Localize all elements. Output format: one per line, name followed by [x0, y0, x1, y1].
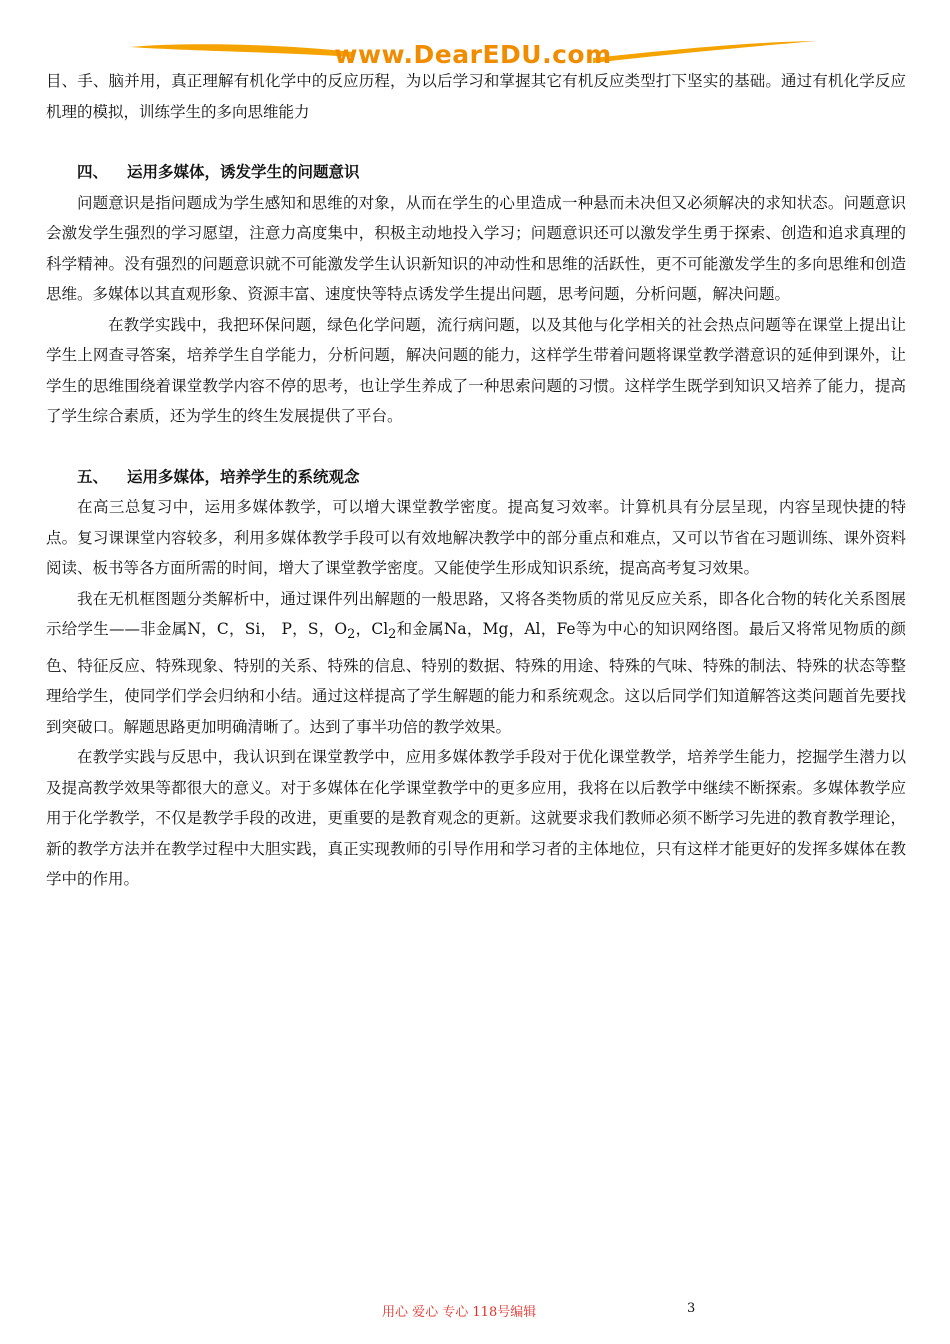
section-title: 运用多媒体，诱发学生的问题意识	[127, 162, 360, 181]
subscript: 2	[347, 627, 356, 643]
paragraph: 问题意识是指问题成为学生感知和思维的对象，从而在学生的心里造成一种悬而未决但又必须解决的求知状态。问题意识会激发学生强烈的学习愿望，注意力高度集中，积极主动地投入学习；问题意识还可以激发学生勇于探索、创造和追求真理的科学精神。没有强烈的问题意识就不可能激发学生认识新知识的冲动性和思维的活跃性，更不可能激发学生的多向思维和创造思维。多媒体以其直观形象、资源丰富、速度快等特点诱发学生提出问题，思考问题，分析问题，解决问题。	[46, 193, 906, 303]
site-logo-text[interactable]: www.DearEDU.com	[334, 40, 612, 69]
paragraph-text: 和金属Na，Mg，Al，Fe等为中心的知识网络图。最后又将常见物质的颜色、特征反应、特殊现象、特别的关系、特殊的信息、特别的数据、特殊的用途、特殊的气味、特殊的制法、特殊的状态等整理给学生，使同学们学会归纳和小结。通过这样提高了学生解题的能力和系统观念。这以后同学们知道解答这类问题首先要找到突破口。解题思路更加明确清晰了。达到了事半功倍的教学效果。	[46, 620, 906, 736]
section-heading-4	[46, 157, 906, 188]
subscript: 2	[388, 627, 397, 643]
paragraph-continuation: 目、手、脑并用，真正理解有机化学中的反应历程，为以后学习和掌握其它有机反应类型打下坚实的基础。通过有机化学反应机理的模拟，训练学生的多向思维能力	[46, 72, 906, 121]
paragraph-text: ，Cl	[355, 620, 389, 638]
section-title: 运用多媒体，培养学生的系统观念	[127, 466, 360, 486]
document-body	[46, 66, 906, 895]
paragraph-text: 我在无机框图题分类解析中，通过课件列出解题的一般思路，又将各类物质的常见反应关系，即各化合物的转化关系图展示给学生——非金属N，C，Si， P，S，O	[46, 589, 906, 638]
section-number: 四、	[77, 162, 109, 181]
paragraph: 在高三总复习中，运用多媒体教学，可以增大课堂教学密度。提高复习效率。计算机具有分层呈现，内容呈现快捷的特点。复习课课堂内容较多，利用多媒体教学手段可以有效地解决教学中的部分重点和难点，又可以节省在习题训练、课外资料阅读、板书等各方面所需的时间，增大了课堂教学密度。又能使学生形成知识系统，提高高考复习效果。	[46, 498, 906, 577]
paragraph-with-formulas	[46, 584, 906, 743]
paragraph: 在教学实践与反思中，我认识到在课堂教学中，应用多媒体教学手段对于优化课堂教学，培养学生能力，挖掘学生潜力以及提高教学效果等都很大的意义。对于多媒体在化学课堂教学中的更多应用，我将在以后教学中继续不断探索。多媒体教学应用于化学教学，不仅是教学手段的改进，更重要的是教育观念的更新。这就要求我们教师必须不断学习先进的教育教学理论，新的教学方法并在教学过程中大胆实践，真正实现教师的引导作用和学习者的主体地位，只有这样才能更好的发挥多媒体在教学中的作用。	[46, 748, 906, 889]
section-number: 五、	[77, 466, 109, 486]
page-number: 3	[687, 1301, 696, 1316]
paragraph: 在教学实践中，我把环保问题，绿色化学问题，流行病问题，以及其他与化学相关的社会热点问题等在课堂上提出让学生上网查寻答案，培养学生自学能力，分析问题，解决问题的能力，这样学生带着问题将课堂教学潜意识的延伸到课外，让学生的思维围绕着课堂教学内容不停的思考，也让学生养成了一种思索问题的习惯。这样学生既学到知识又培养了能力，提高了学生综合素质，还为学生的终生发展提供了平台。	[46, 315, 906, 425]
section-heading-5	[46, 462, 906, 493]
footer-slogan: 用心 爱心 专心 118号编辑	[382, 1305, 537, 1320]
